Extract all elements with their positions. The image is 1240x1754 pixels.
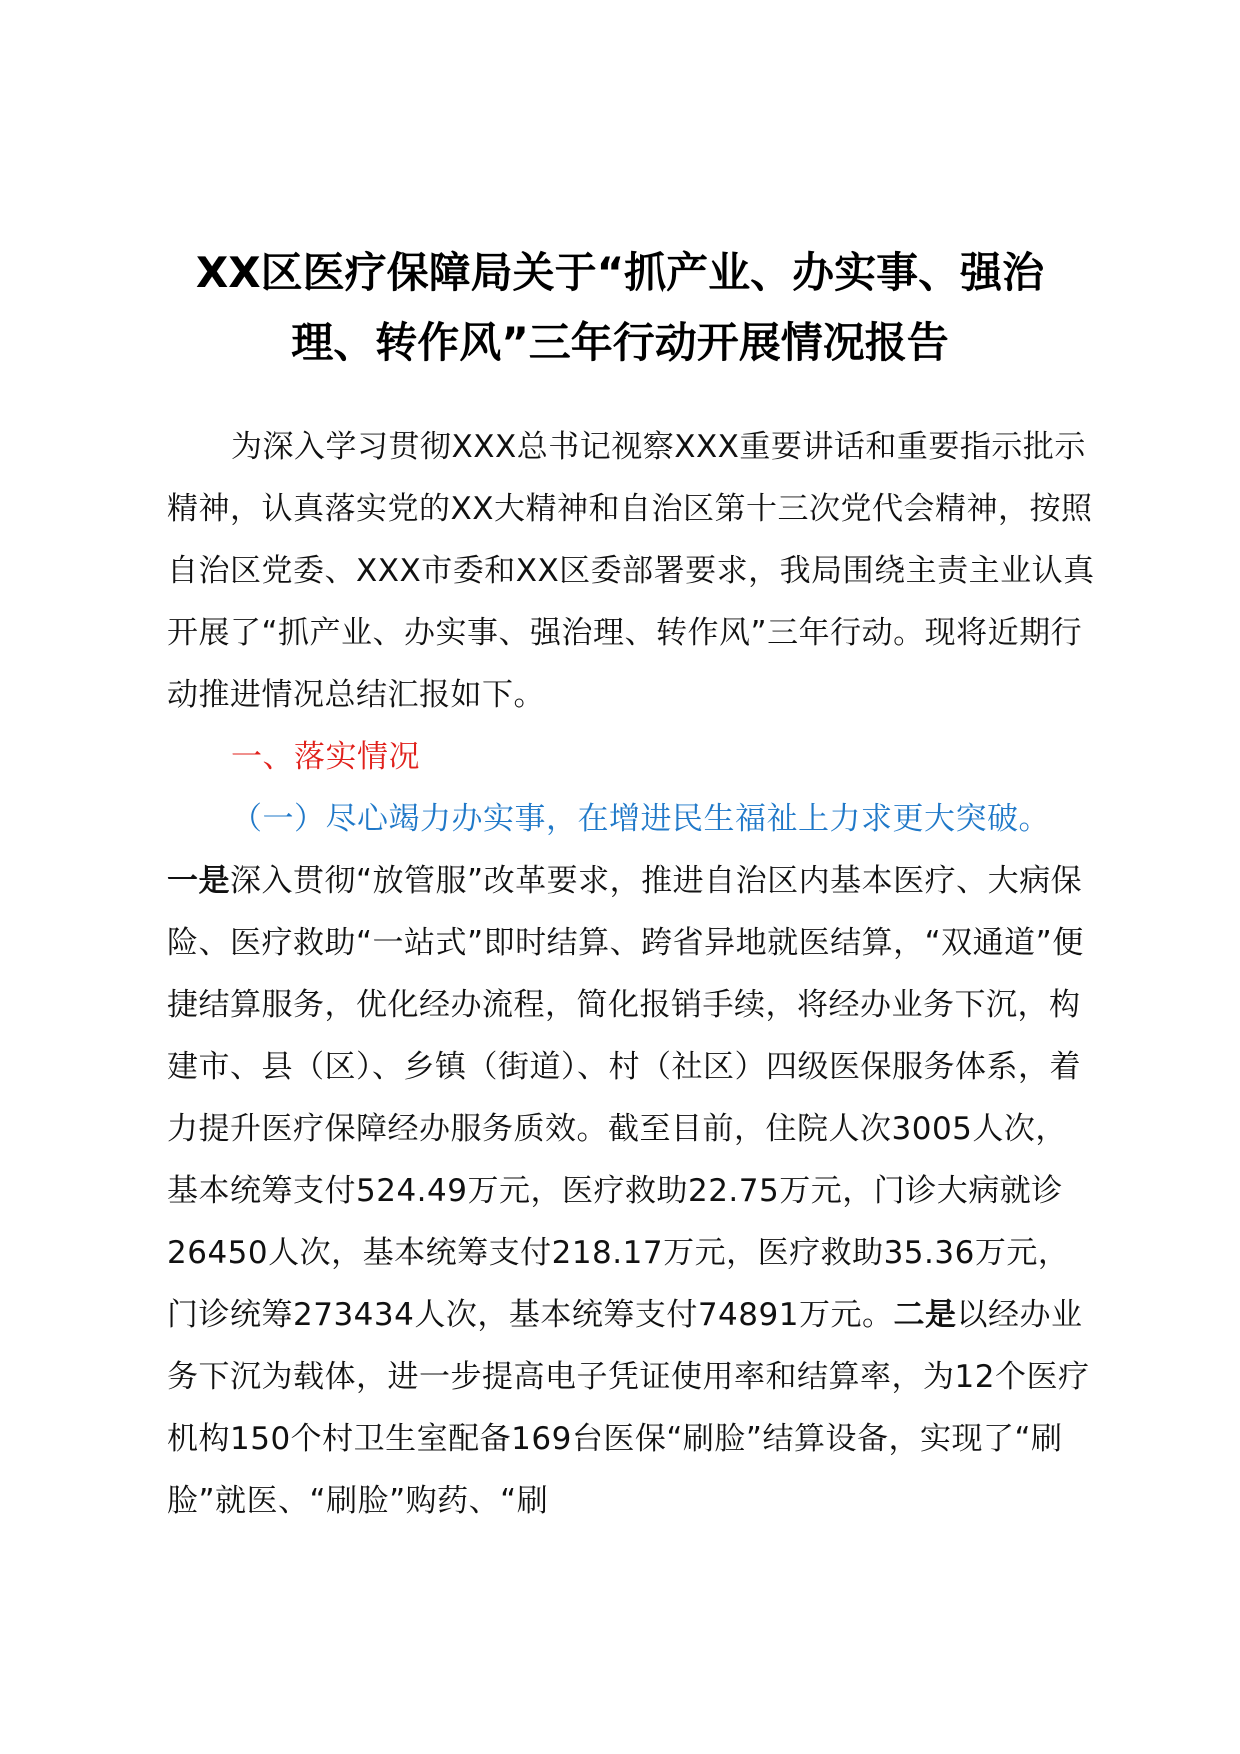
section-heading-1: 一、落实情况 bbox=[231, 739, 420, 775]
document-title bbox=[150, 238, 1090, 378]
intro-paragraph: 为深入学习贯彻XXX总书记视察XXX重要讲话和重要指示批示精神，认真落实党的XX大精神和自治区第十三次党代会精神，按照自治区党委、XXX市委和XX区委部署要求，我局围绕主责主业认真开展了“抓产业、办实事、强治理、转作风”三年行动。现将近期行动推进情况总结汇报如下。 bbox=[167, 429, 1095, 713]
title-line-1: XX区医疗保障局关于“抓产业、办实事、强治 bbox=[195, 248, 1045, 297]
paragraph-lead-2: 二是 bbox=[893, 1297, 957, 1333]
title-line-2: 理、转作风”三年行动开展情况报告 bbox=[291, 318, 949, 367]
document-body bbox=[167, 416, 1097, 1532]
subsection-heading-1: （一）尽心竭力办实事，在增进民生福祉上力求更大突破。 bbox=[231, 801, 1050, 837]
paragraph-lead-1: 一是 bbox=[167, 863, 230, 899]
paragraph-text-2: 以经办业务下沉为载体，进一步提高电子凭证使用率和结算率，为12个医疗机构150个村卫生室配备169台医保“刷脸”结算设备，实现了“刷脸”就医、“刷脸”购药、“刷 bbox=[167, 1297, 1090, 1519]
body-paragraph bbox=[167, 850, 1097, 1532]
paragraph-text-1: 深入贯彻“放管服”改革要求，推进自治区内基本医疗、大病保险、医疗救助“一站式”即时结算、跨省异地就医结算，“双通道”便捷结算服务，优化经办流程，简化报销手续，将经办业务下沉，构建市、县（区）、乡镇（街道）、村（社区）四级医保服务体系，着力提升医疗保障经办服务质效。截至目前，住院人次3005人次，基本统筹支付524.49万元，医疗救助22.75万元，门诊大病就诊26450人次，基本统筹支付218.17万元，医疗救助35.36万元，门诊统筹273434人次，基本统筹支付74891万元。 bbox=[167, 863, 1084, 1333]
